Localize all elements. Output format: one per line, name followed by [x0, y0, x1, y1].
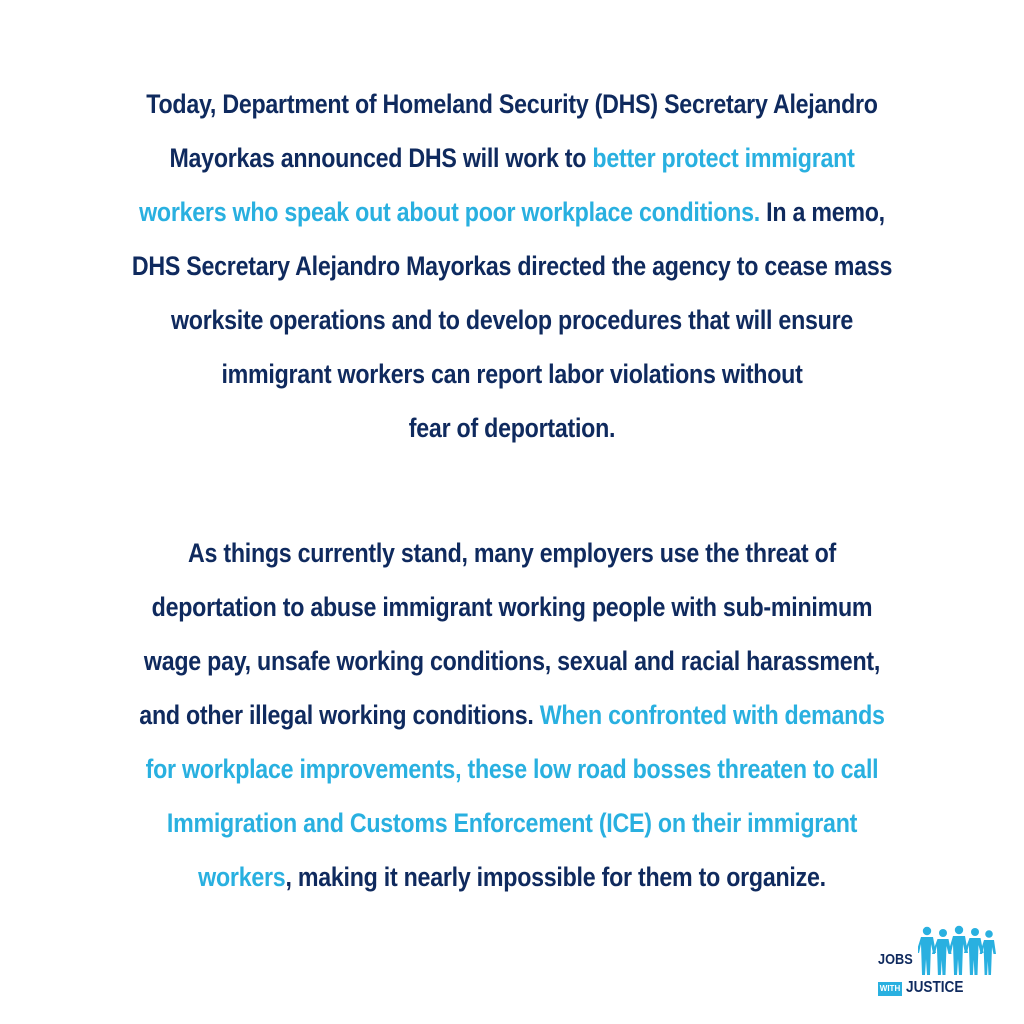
highlighted-text: Immigration and Customs Enforcement (ICE) on their immigrant: [166, 808, 858, 838]
jobs-with-justice-logo: [872, 924, 998, 1002]
body-text: wage pay, unsafe working conditions, sexual and racial harassment,: [143, 646, 881, 676]
text-line: [72, 239, 953, 293]
highlighted-text: for workplace improvements, these low road bosses threaten to call: [145, 754, 879, 784]
body-text: immigrant workers can report labor violations without: [221, 359, 803, 389]
body-text: Today, Department of Homeland Security (DHS) Secretary Alejandro: [146, 89, 878, 119]
body-text: Mayorkas announced DHS will work to: [169, 143, 593, 173]
text-line: [72, 580, 953, 634]
body-text: As things currently stand, many employers use the threat of: [187, 538, 837, 568]
body-text: deportation to abuse immigrant working people with sub-minimum: [151, 592, 873, 622]
text-line: [72, 850, 953, 904]
body-text: DHS Secretary Alejandro Mayorkas directed the agency to cease mass: [131, 251, 893, 281]
logo-word-with: WITH: [879, 984, 901, 993]
paragraph-context: [72, 526, 953, 904]
highlighted-text: workers who speak out about poor workplace conditions.: [139, 197, 760, 227]
body-text: fear of deportation.: [408, 413, 616, 443]
text-line: [72, 185, 953, 239]
text-line: [72, 347, 953, 401]
logo-with-badge: [878, 982, 902, 996]
body-text: , making it nearly impossible for them to organize.: [285, 862, 826, 892]
body-text: In a memo,: [759, 197, 885, 227]
highlighted-text: workers: [198, 862, 286, 892]
body-text: worksite operations and to develop procedures that will ensure: [170, 305, 854, 335]
text-line: [72, 634, 953, 688]
text-line: [72, 688, 953, 742]
text-line: [72, 77, 953, 131]
text-line: [72, 526, 953, 580]
people-group-icon: [918, 924, 996, 976]
text-line: [72, 131, 953, 185]
text-line: [72, 796, 953, 850]
logo-word-justice: JUSTICE: [906, 979, 964, 996]
logo-word-jobs: JOBS: [878, 951, 913, 968]
highlighted-text: better protect immigrant: [592, 143, 855, 173]
highlighted-text: When confronted with demands: [539, 700, 885, 730]
text-line: [72, 742, 953, 796]
text-line: [72, 401, 953, 455]
paragraph-announcement: [72, 77, 953, 455]
text-line: [72, 293, 953, 347]
body-text: and other illegal working conditions.: [139, 700, 540, 730]
